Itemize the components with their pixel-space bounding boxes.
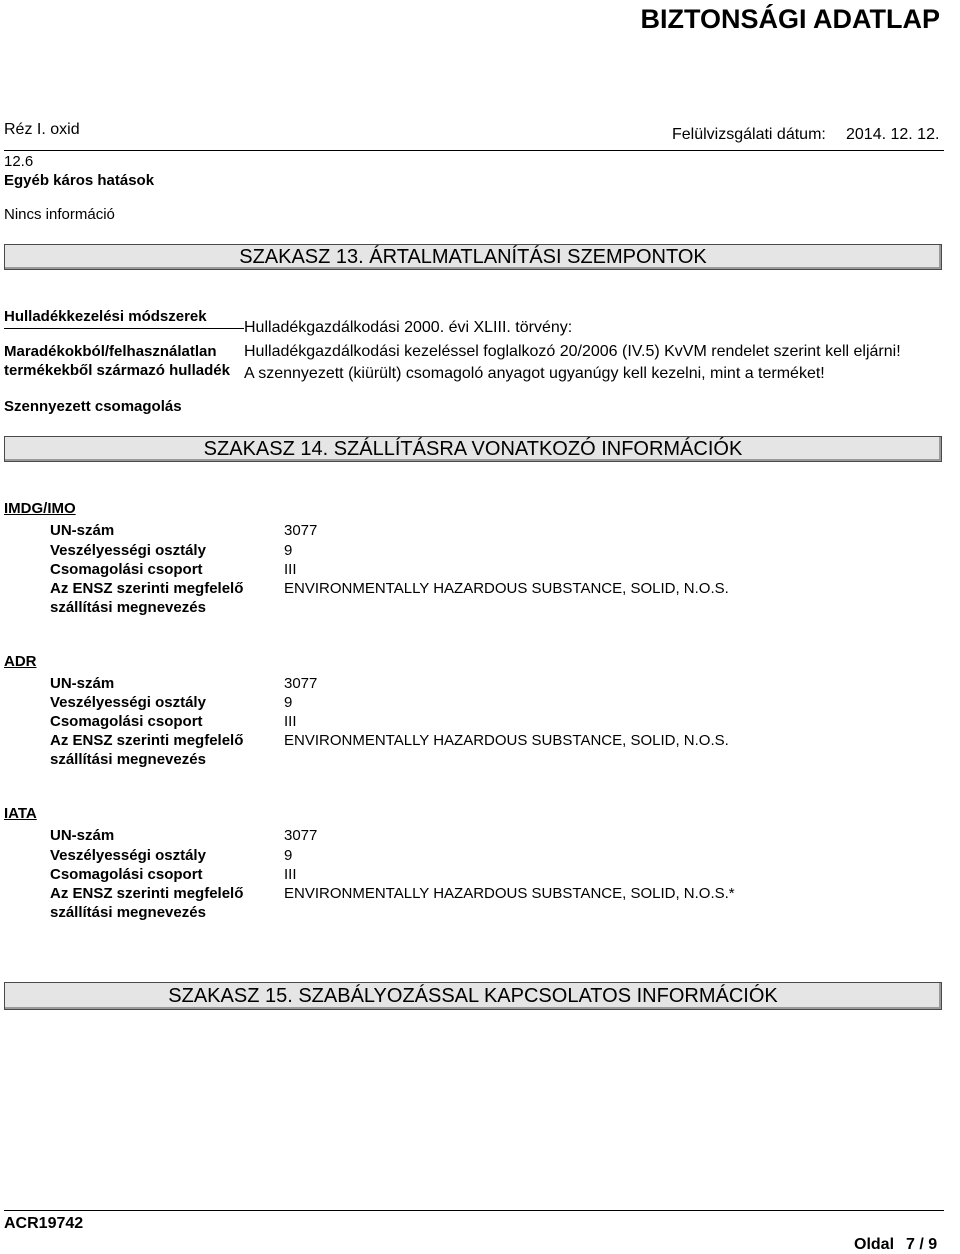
iata-un-value: 3077 — [284, 827, 318, 844]
adr-un-label: UN-szám — [50, 675, 115, 692]
section-13-header — [4, 244, 942, 270]
product-name: Réz I. oxid — [4, 121, 80, 138]
footer-code: ACR19742 — [4, 1215, 84, 1232]
page-label: Oldal — [854, 1236, 895, 1253]
document-title: BIZTONSÁGI ADATLAP — [640, 4, 940, 34]
imdg-shipping-label-line1: Az ENSZ szerinti megfelelő — [50, 580, 244, 597]
contaminated-packaging-text: A szennyezett (kiürült) csomagoló anyagot ugyanúgy kell kezelni, mint a terméket! — [244, 365, 825, 382]
imdg-packing-label: Csomagolási csoport — [50, 561, 203, 578]
adr-packing-value: III — [284, 713, 297, 730]
iata-shipping-label-line1: Az ENSZ szerinti megfelelő — [50, 885, 244, 902]
imdg-packing-value: III — [284, 561, 297, 578]
iata-class-value: 9 — [284, 847, 293, 864]
no-information-text: Nincs információ — [4, 206, 115, 223]
page-number: 7 / 9 — [906, 1236, 938, 1253]
imdg-shipping-label-line2: szállítási megnevezés — [50, 599, 206, 616]
header-divider — [4, 150, 944, 151]
waste-method-underline — [4, 328, 244, 329]
revision-date-label: Felülvizsgálati dátum: — [672, 126, 826, 143]
iata-packing-label: Csomagolási csoport — [50, 866, 203, 883]
adr-heading: ADR — [4, 653, 37, 670]
iata-packing-value: III — [284, 866, 297, 883]
revision-date: 2014. 12. 12. — [846, 126, 940, 143]
section-14-title: SZAKASZ 14. SZÁLLÍTÁSRA VONATKOZÓ INFORMÁCIÓK — [203, 437, 743, 460]
footer-divider — [4, 1210, 944, 1211]
iata-shipping-name: ENVIRONMENTALLY HAZARDOUS SUBSTANCE, SOLID, N.O.S.* — [284, 885, 735, 902]
adr-class-label: Veszélyességi osztály — [50, 694, 206, 711]
section-15-title: SZAKASZ 15. SZABÁLYOZÁSSAL KAPCSOLATOS INFORMÁCIÓK — [168, 984, 778, 1007]
imdg-heading: IMDG/IMO — [4, 500, 76, 517]
adr-un-value: 3077 — [284, 675, 318, 692]
waste-method-label: Hulladékkezelési módszerek — [4, 308, 207, 325]
subsection-heading: Egyéb káros hatások — [4, 172, 155, 189]
iata-class-label: Veszélyességi osztály — [50, 847, 206, 864]
residue-waste-label-line1: Maradékokból/felhasználatlan — [4, 343, 217, 360]
section-14-header — [4, 436, 942, 462]
adr-shipping-name: ENVIRONMENTALLY HAZARDOUS SUBSTANCE, SOLID, N.O.S. — [284, 732, 729, 749]
iata-heading: IATA — [4, 805, 37, 822]
section-13-title: SZAKASZ 13. ÁRTALMATLANÍTÁSI SZEMPONTOK — [239, 245, 707, 268]
iata-un-label: UN-szám — [50, 827, 115, 844]
imdg-un-label: UN-szám — [50, 522, 115, 539]
adr-class-value: 9 — [284, 694, 293, 711]
imdg-un-value: 3077 — [284, 522, 318, 539]
imdg-class-value: 9 — [284, 542, 293, 559]
adr-shipping-label-line1: Az ENSZ szerinti megfelelő — [50, 732, 244, 749]
adr-shipping-label-line2: szállítási megnevezés — [50, 751, 206, 768]
waste-regulation-text: Hulladékgazdálkodási kezeléssel foglalkozó 20/2006 (IV.5) KvVM rendelet szerint kell eljárni! — [244, 343, 901, 360]
adr-packing-label: Csomagolási csoport — [50, 713, 203, 730]
imdg-class-label: Veszélyességi osztály — [50, 542, 206, 559]
residue-waste-label-line2: termékekből származó hulladék — [4, 362, 230, 379]
contaminated-packaging-label: Szennyezett csomagolás — [4, 398, 182, 415]
subsection-number: 12.6 — [4, 153, 34, 170]
iata-shipping-label-line2: szállítási megnevezés — [50, 904, 206, 921]
waste-law-text: Hulladékgazdálkodási 2000. évi XLIII. törvény: — [244, 319, 573, 336]
imdg-shipping-name: ENVIRONMENTALLY HAZARDOUS SUBSTANCE, SOLID, N.O.S. — [284, 580, 729, 597]
section-15-header — [4, 982, 942, 1010]
